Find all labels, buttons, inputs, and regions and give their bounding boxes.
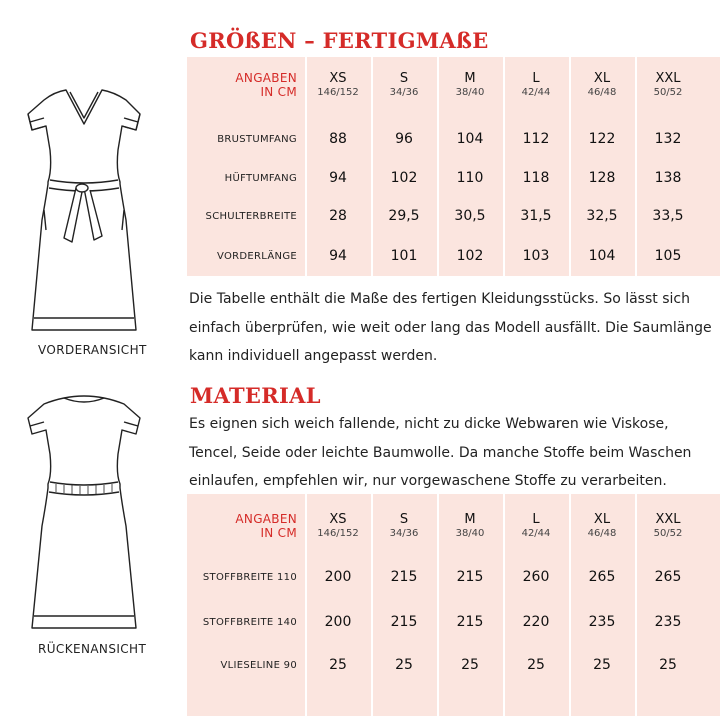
material-table [187,494,720,716]
size-header: M [464,512,476,527]
table-cell: 88 [329,131,347,147]
size-range: 38/40 [455,87,485,98]
size-range: 42/44 [521,87,551,98]
size-header: L [532,512,540,527]
table-cell: 265 [588,569,616,585]
table-cell: 235 [588,614,616,630]
table-cell: 235 [654,614,682,630]
size-header: XXL [655,512,681,527]
table-cell: 265 [654,569,682,585]
size-header: M [464,71,476,86]
table-cell: 260 [522,569,550,585]
table-header-row [187,508,720,544]
table-cell: 29,5 [388,208,420,224]
dress-back-illustration [14,388,154,638]
size-header: XL [593,71,611,86]
table-cell: 101 [390,248,418,264]
material-text: Es eignen sich weich fallende, nicht zu dicke Webwaren wie Viskose, Tencel, Seide oder leichte Baumwolle. Da manche Stoffe beim Waschen einlaufen, empfehlen wir, nur vorgewaschene Stoffe zu verarbeiten. [189,416,692,489]
table-row [187,202,720,230]
table-row [187,164,720,192]
size-range: 50/52 [653,87,683,98]
table-header-row [187,67,720,103]
table-cell: 128 [588,170,616,186]
size-range: 42/44 [521,528,551,539]
size-header: S [399,512,409,527]
size-range: 146/152 [317,87,359,98]
table-row [187,242,720,270]
table-cell: 31,5 [520,208,552,224]
table-cell: 94 [329,170,347,186]
row-label: VLIESELINE 90 [220,659,297,671]
table-cell: 110 [456,170,484,186]
table-cell: 112 [522,131,550,147]
table-cell: 104 [588,248,616,264]
size-range: 50/52 [653,528,683,539]
size-range: 34/36 [389,528,419,539]
table-cell: 25 [461,657,479,673]
table-cell: 200 [324,569,352,585]
table-cell: 200 [324,614,352,630]
table-row [187,125,720,153]
table-cell: 215 [456,569,484,585]
row-label: STOFFBREITE 140 [202,616,297,628]
table-cell: 105 [654,248,682,264]
row-label: STOFFBREITE 110 [202,571,297,583]
table-cell: 215 [456,614,484,630]
back-view-caption: RÜCKENANSICHT [38,642,147,656]
table-cell: 138 [654,170,682,186]
sizes-table [187,57,720,276]
size-range: 46/48 [587,87,617,98]
table-cell: 28 [329,208,347,224]
table-cell: 102 [390,170,418,186]
table-header-label: ANGABEN IN CM [235,71,297,99]
size-range: 34/36 [389,87,419,98]
table-cell: 96 [395,131,413,147]
row-label: SCHULTERBREITE [205,210,297,222]
size-header: XS [329,512,347,527]
table-cell: 215 [390,614,418,630]
table-cell: 33,5 [652,208,684,224]
size-header: XS [329,71,347,86]
table-cell: 25 [395,657,413,673]
sizes-heading: GRÖßEN – FERTIGMAßE [190,28,489,53]
table-cell: 25 [329,657,347,673]
dress-front-illustration [14,80,154,340]
material-heading: MATERIAL [190,383,321,408]
size-header: L [532,71,540,86]
row-label: HÜFTUMFANG [224,172,297,184]
table-cell: 118 [522,170,550,186]
size-range: 146/152 [317,528,359,539]
table-cell: 122 [588,131,616,147]
table-cell: 132 [654,131,682,147]
size-header: XL [593,512,611,527]
table-cell: 104 [456,131,484,147]
table-cell: 215 [390,569,418,585]
table-cell: 25 [593,657,611,673]
table-cell: 30,5 [454,208,486,224]
sizes-note: Die Tabelle enthält die Maße des fertigen Kleidungsstücks. So lässt sich einfach überprüfen, wie weit oder lang das Modell ausfällt. Die Saumlänge kann individuell angepasst werden. [189,291,712,364]
size-header: XXL [655,71,681,86]
table-row [187,651,720,679]
table-cell: 94 [329,248,347,264]
size-range: 38/40 [455,528,485,539]
row-label: VORDERLÄNGE [217,250,297,262]
size-header: S [399,71,409,86]
table-cell: 25 [527,657,545,673]
row-label: BRUSTUMFANG [217,133,297,145]
table-cell: 25 [659,657,677,673]
table-row [187,608,720,636]
table-header-label: ANGABEN IN CM [235,512,297,540]
table-row [187,563,720,591]
size-range: 46/48 [587,528,617,539]
illustration-column [0,0,185,720]
table-cell: 102 [456,248,484,264]
front-view-caption: VORDERANSICHT [38,343,147,357]
table-cell: 220 [522,614,550,630]
table-cell: 32,5 [586,208,618,224]
table-cell: 103 [522,248,550,264]
